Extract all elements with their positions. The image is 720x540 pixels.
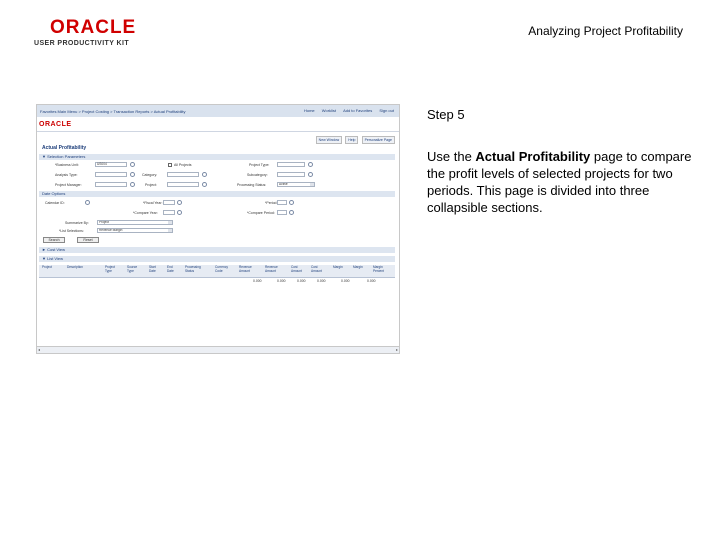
col-project: Project xyxy=(42,265,52,269)
col-cost-amount-2: Cost Amount xyxy=(311,265,322,273)
all-projects-checkbox[interactable] xyxy=(168,163,172,167)
upk-logo-subtitle: USER PRODUCTIVITY KIT xyxy=(34,40,130,47)
business-unit-input[interactable]: US004 xyxy=(95,162,127,167)
col-margin-percent: Margin Percent xyxy=(373,265,384,273)
home-link[interactable]: Home xyxy=(303,108,315,113)
calendar-id-lookup-icon[interactable] xyxy=(85,200,90,205)
period-lookup-icon[interactable] xyxy=(289,200,294,205)
category-input[interactable] xyxy=(167,172,199,177)
step-desc-before: Use the xyxy=(427,149,476,164)
col-end-date: End Date xyxy=(167,265,174,273)
grid-value: 0.000 xyxy=(341,279,350,283)
compare-period-lookup-icon[interactable] xyxy=(289,210,294,215)
summarize-by-select[interactable]: Project xyxy=(97,220,173,225)
col-source-type: Source Type xyxy=(127,265,138,273)
date-options-section[interactable] xyxy=(39,191,395,197)
worklist-link[interactable]: Worklist xyxy=(321,108,336,113)
subcategory-lookup-icon[interactable] xyxy=(308,172,313,177)
cost-section-label: Cost View xyxy=(47,247,66,252)
list-view-section[interactable]: ▼ List View xyxy=(39,256,395,262)
list-selections-label: *List Selections: xyxy=(59,229,84,233)
horizontal-scrollbar[interactable] xyxy=(37,346,399,353)
grid-value: 0.000 xyxy=(297,279,306,283)
compare-year-input[interactable] xyxy=(163,210,175,215)
help-button[interactable]: Help xyxy=(345,136,358,144)
project-type-lookup-icon[interactable] xyxy=(308,162,313,167)
col-revenue-amount-2: Revenue Amount xyxy=(265,265,278,273)
step-desc-bold: Actual Profitability xyxy=(475,149,591,164)
category-label: Category: xyxy=(142,173,158,177)
col-margin-1: Margin xyxy=(333,265,343,269)
subcategory-input[interactable] xyxy=(277,172,305,177)
compare-period-input[interactable] xyxy=(277,210,287,215)
cost-view-section[interactable]: ► Cost View xyxy=(39,247,395,253)
fiscal-year-label: *Fiscal Year: xyxy=(143,201,163,205)
page-title: Analyzing Project Profitability xyxy=(528,24,683,38)
compare-year-lookup-icon[interactable] xyxy=(177,210,182,215)
analysis-type-label: Analysis Type: xyxy=(55,173,78,177)
compare-period-label: *Compare Period: xyxy=(247,211,275,215)
date-section-label: Date Options xyxy=(42,191,66,196)
project-manager-lookup-icon[interactable] xyxy=(130,182,135,187)
oracle-upk-logo xyxy=(34,17,137,48)
col-project-type: Project Type xyxy=(105,265,115,273)
col-processing-status: Processing Status xyxy=(185,265,201,273)
application-screenshot xyxy=(36,104,400,354)
period-input[interactable] xyxy=(277,200,287,205)
project-manager-input[interactable] xyxy=(95,182,127,187)
category-lookup-icon[interactable] xyxy=(202,172,207,177)
grid-value: 0.000 xyxy=(277,279,286,283)
col-cost-amount-1: Cost Amount xyxy=(291,265,302,273)
breadcrumb[interactable]: Favorites Main Menu > Project Costing > Transaction Reports > Actual Profitability xyxy=(40,109,186,114)
list-section-label: List View xyxy=(47,256,64,261)
step-title: Step 5 xyxy=(427,107,465,122)
step-description xyxy=(427,148,697,216)
selection-parameters-section[interactable]: ▼ Selection Parameters xyxy=(39,154,395,160)
sign-out-link[interactable]: Sign out xyxy=(379,108,394,113)
results-grid-header xyxy=(39,265,395,278)
all-projects-label: All Projects xyxy=(174,163,192,167)
personalize-page-button[interactable]: Personalize Page xyxy=(362,136,395,144)
processing-status-select[interactable]: Active xyxy=(277,182,315,187)
calendar-id-label: Calendar ID: xyxy=(45,201,65,205)
fiscal-year-input[interactable] xyxy=(163,200,175,205)
col-revenue-amount-1: Revenue Amount xyxy=(239,265,252,273)
new-window-button[interactable]: New Window xyxy=(316,136,342,144)
processing-status-label: Processing Status: xyxy=(237,183,267,187)
analysis-type-input[interactable] xyxy=(95,172,127,177)
col-start-date: Start Date xyxy=(149,265,156,273)
grid-value: 0.000 xyxy=(317,279,326,283)
selection-section-label: Selection Parameters xyxy=(47,154,86,159)
summarize-by-label: Summarize By: xyxy=(65,221,89,225)
business-unit-label: *Business Unit: xyxy=(55,163,79,167)
project-label: Project: xyxy=(145,183,157,187)
scroll-right-icon[interactable]: ▸ xyxy=(395,347,398,352)
project-input[interactable] xyxy=(167,182,199,187)
period-label: *Period: xyxy=(265,201,278,205)
project-type-input[interactable] xyxy=(277,162,305,167)
subcategory-label: Subcategory: xyxy=(247,173,268,177)
project-lookup-icon[interactable] xyxy=(202,182,207,187)
scroll-left-icon[interactable]: ◂ xyxy=(38,347,41,352)
compare-year-label: *Compare Year: xyxy=(133,211,158,215)
list-selections-select[interactable]: Revenue Margin xyxy=(97,228,173,233)
grid-value: 0.000 xyxy=(367,279,376,283)
col-margin-2: Margin xyxy=(353,265,363,269)
grid-value: 0.000 xyxy=(253,279,262,283)
add-favorites-link[interactable]: Add to Favorites xyxy=(343,108,373,113)
reset-button[interactable]: Reset xyxy=(77,237,99,243)
col-currency-code: Currency Code xyxy=(215,265,228,273)
fiscal-year-lookup-icon[interactable] xyxy=(177,200,182,205)
step-desc-after: page to compare the profit levels of selected projects for two periods. This page is divided into three collapsible sections. xyxy=(427,149,692,215)
oracle-logo-text: ORACLE xyxy=(50,17,137,38)
analysis-type-lookup-icon[interactable] xyxy=(130,172,135,177)
search-button[interactable]: Search xyxy=(43,237,65,243)
oracle-brand: ORACLE xyxy=(39,121,72,128)
page-toolbar xyxy=(314,136,395,144)
project-manager-label: Project Manager: xyxy=(55,183,82,187)
col-description: Description xyxy=(67,265,83,269)
screen-page-title: Actual Profitability xyxy=(42,145,87,151)
project-type-label: Project Type: xyxy=(249,163,270,167)
top-links xyxy=(298,108,394,113)
business-unit-lookup-icon[interactable] xyxy=(130,162,135,167)
